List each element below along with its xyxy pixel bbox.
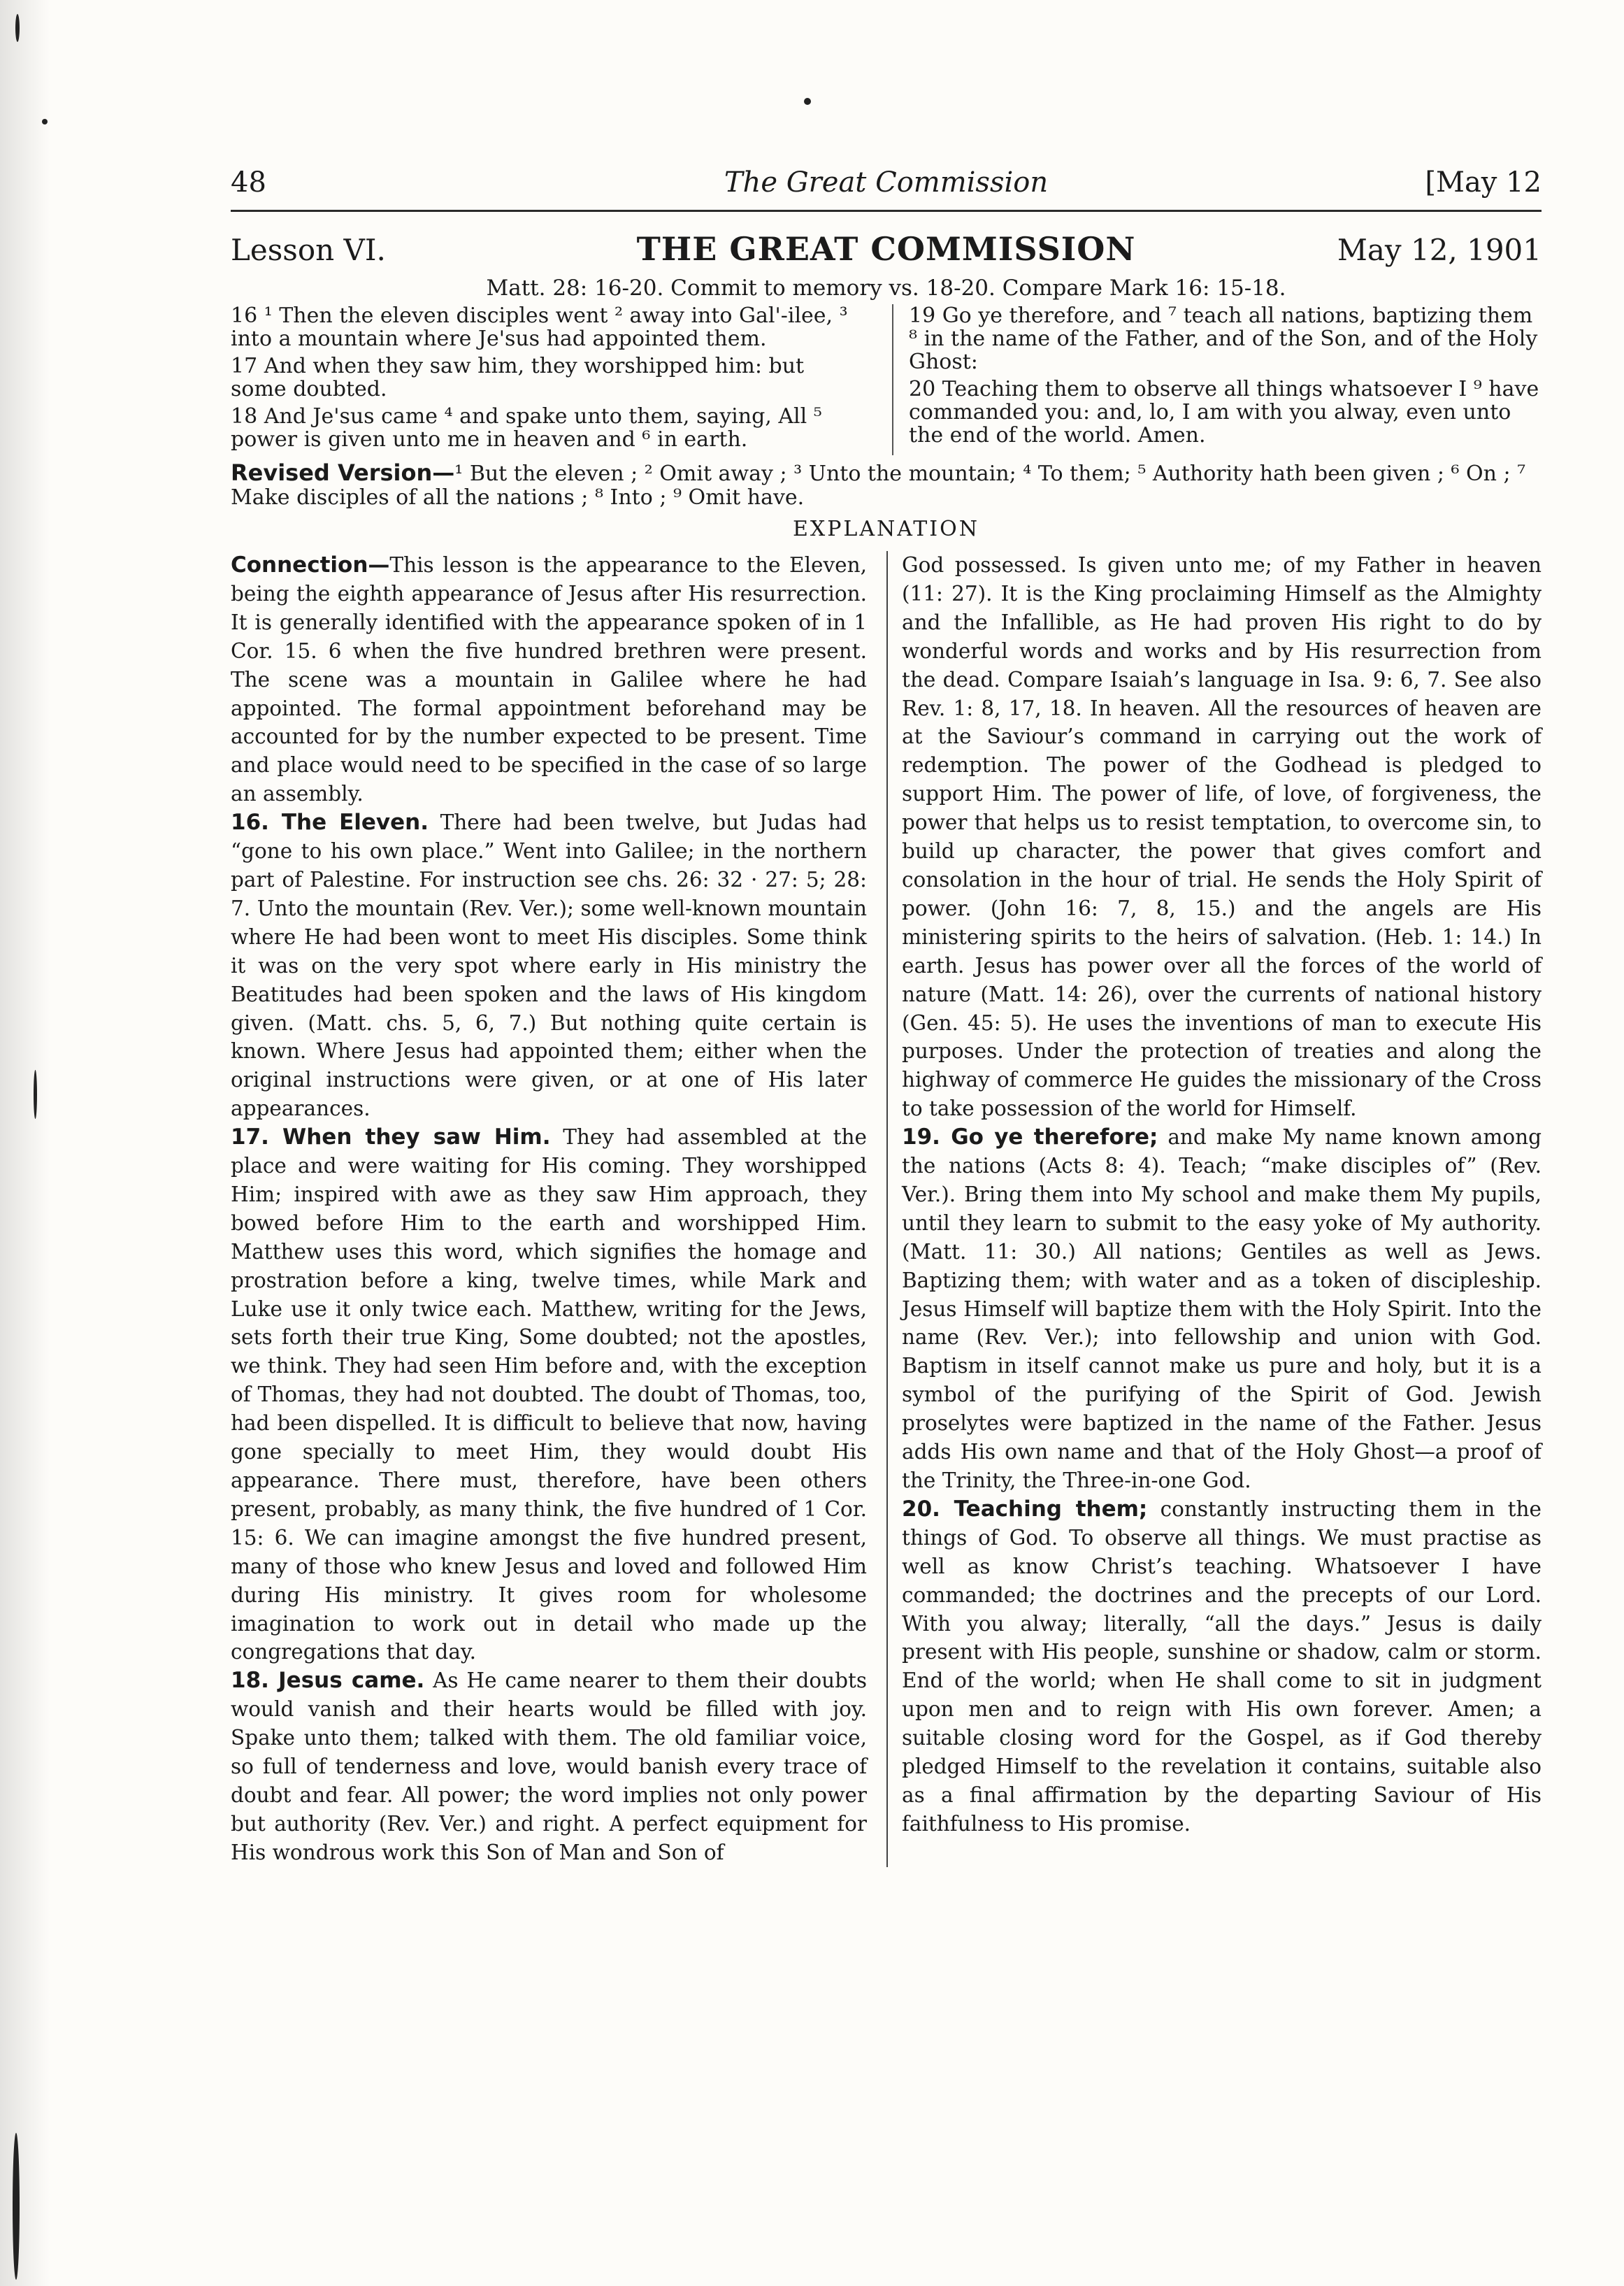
scan-speck [804, 98, 811, 105]
scan-speck [42, 119, 48, 124]
scan-speck [15, 14, 20, 42]
lesson-title: THE GREAT COMMISSION [636, 230, 1136, 268]
scan-edge-shadow [0, 0, 84, 2286]
paragraph [231, 1123, 867, 1666]
paragraph-text: constantly instructing them in the things of God. To observe all things. We must practise as well as know Christ’s teaching. Whatsoever I have commanded; the doctrines and the precepts of our Lord. With you alway; literally, “all the days.” Jesus is daily present with His people, sunshine or shadow, calm or storm. End of the world; when He shall come to sit in judgment upon men and to reign with His own forever. Amen; a suitable closing word for the Gospel, as if God thereby pledged Himself to the revelation it contains, suitable also as a final affirmation by the departing Saviour of His faithfulness to His promise. [902, 1496, 1542, 1836]
paragraph-heading: 17. When they saw Him. [231, 1124, 551, 1150]
scan-speck [13, 2133, 20, 2280]
paragraph [902, 1495, 1542, 1838]
lesson-number: Lesson VI. [231, 233, 386, 267]
revised-version-label: Revised Version— [231, 459, 455, 486]
running-head [231, 161, 1542, 212]
explanation-right-column [886, 551, 1542, 1867]
paragraph [231, 808, 867, 1123]
scripture-verses [231, 304, 1542, 455]
scan-speck [34, 1070, 37, 1119]
paragraph-heading: 18. Jesus came. [231, 1668, 425, 1694]
paragraph-heading: 19. Go ye therefore; [902, 1124, 1158, 1150]
scripture-reference: Matt. 28: 16-20. Commit to memory vs. 18-20. Compare Mark 16: 15-18. [486, 276, 1286, 301]
paragraph [231, 1666, 867, 1866]
verse: 18 And Je'sus came ⁴ and spake unto them, saying, All ⁵ power is given unto me in heaven and ⁶ in earth. [231, 404, 822, 452]
verse: 20 Teaching them to observe all things whatsoever I ⁹ have commanded you: and, lo, I am with you alway, even unto the end of the world. Amen. [909, 377, 1539, 448]
explanation-left-column [231, 551, 867, 1867]
paragraph-heading: Connection— [231, 552, 390, 578]
page [231, 154, 1542, 1867]
verse: 17 And when they saw him, they worshipped him: but some doubted. [231, 354, 805, 401]
running-title: The Great Commission [724, 166, 1049, 199]
paragraph-heading: 20. Teaching them; [902, 1496, 1148, 1522]
running-date: [May 12 [1425, 166, 1542, 199]
paragraph-text: This lesson is the appearance to the Eleven, being the eighth appearance of Jesus after His resurrection. It is generally identified with the appearance spoken of in 1 Cor. 15. 6 when the five hundred brethren were present. The scene was a mountain in Galilee where he had appointed. The formal appointment beforehand may be accounted for by the number expected to be present. Time and place would need to be specified in the case of so large an assembly. [231, 553, 867, 806]
lesson-header [231, 230, 1542, 275]
paragraph-text: God possessed. Is given unto me; of my Father in heaven (11: 27). It is the King proclaiming Himself as the Almighty and the Infallible, as He had proven His right to do by wonderful words and works and by His resurrection from the dead. Compare Isaiah’s language in Isa. 9: 6, 7. See also Rev. 1: 8, 17, 18. In heaven. All the resources of heaven are at the Saviour’s command in carrying out the work of redemption. The power of the Godhead is pledged to support Him. The power of life, of love, of forgiveness, the power that helps us to resist temptation, to overcome sin, to build up character, the power that gives comfort and consolation in the hour of trial. He sends the Holy Spirit of power. (John 16: 7, 8, 15.) and the angels are His ministering spirits to the heirs of salvation. (Heb. 1: 14.) In earth. Jesus has power over all the forces of the world of nature (Matt. 14: 26), over the currents of national history (Gen. 45: 5). He uses the inventions of man to execute His purposes. Under the protection of treaties and along the highway of commerce He guides the missionary of the Cross to take possession of the world for Himself. [902, 553, 1542, 1121]
paragraph [231, 551, 867, 808]
lesson-date: May 12, 1901 [1337, 233, 1542, 267]
paragraph-text: They had assembled at the place and were waiting for His coming. They worshipped Him; inspired with awe as they saw Him approach, they bowed before Him to the earth and worshipped Him. Matthew uses this word, which signifies the homage and prostration before a king, twelve times, while Mark and Luke use it only twice each. Matthew, writing for the Jews, sets forth their true King, Some doubted; not the apostles, we think. They had seen Him before and, with the exception of Thomas, they had not doubted. The doubt of Thomas, too, had been dispelled. It is difficult to believe that now, having gone specially to meet Him, they would doubt His appearance. There must, therefore, have been others present, probably, as many think, the five hundred of 1 Cor. 15: 6. We can imagine amongst the five hundred present, many of those who knew Jesus and loved and followed Him during His ministry. It gives room for wholesome imagination to work out in detail who made up the congregations that day. [231, 1125, 867, 1664]
paragraph [902, 551, 1542, 1123]
verse: 16 ¹ Then the eleven disciples went ² away into Gal'-ilee, ³ into a mountain where Je'sus had appointed them. [231, 303, 848, 351]
revised-version-text: ¹ But the eleven ; ² Omit away ; ³ Unto the mountain; ⁴ To them; ⁵ Authority hath been given ; ⁶ On ; ⁷ Make disciples of all the nations ; ⁸ Into ; ⁹ Omit have. [231, 462, 1526, 510]
paragraph-text: and make My name known among the nations (Acts 8: 4). Teach; “make disciples of” (Rev. Ver.). Bring them into My school and make them My pupils, until they learn to submit to the easy yoke of My authority. (Matt. 11: 30.) All nations; Gentiles as well as Jews. Baptizing them; with water and as a token of discipleship. Jesus Himself will baptize them with the Holy Spirit. Into the name (Rev. Ver.); into fellowship and union with God. Baptism in itself cannot make us pure and holy, but it is a symbol of the purifying of the Spirit of God. Jewish proselytes were baptized in the name of the Father. Jesus adds His own name and that of the Holy Ghost—a proof of the Trinity, the Three-in-one God. [902, 1125, 1542, 1492]
paragraph-text: There had been twelve, but Judas had “gone to his own place.” Went into Galilee; in the northern part of Palestine. For instruction see chs. 26: 32 · 27: 5; 28: 7. Unto the mountain (Rev. Ver.); some well-known mountain where He had been wont to meet His disciples. Some think it was on the very spot where early in His ministry the Beatitudes had been spoken and the laws of His kingdom given. (Matt. chs. 5, 6, 7.) But nothing quite certain is known. Where Jesus had appointed them; either when the original instructions were given, or at one of His later appearances. [231, 810, 868, 1121]
verse: 19 Go ye therefore, and ⁷ teach all nations, baptizing them ⁸ in the name of the Father, and of the Son, and of the Holy Ghost: [909, 303, 1538, 374]
explanation-heading: EXPLANATION [792, 517, 979, 541]
revised-version-notes [231, 461, 1542, 510]
paragraph-heading: 16. The Eleven. [231, 810, 429, 836]
verses-left-column [231, 304, 863, 455]
paragraph-text: As He came nearer to them their doubts would vanish and their hearts would be filled with joy. Spake unto them; talked with them. The old familiar voice, so full of tenderness and love, would banish every trace of doubt and fear. All power; the word implies not only power but authority (Rev. Ver.) and right. A perfect equipment for His wondrous work this Son of Man and Son of [231, 1669, 867, 1864]
paragraph [902, 1123, 1542, 1495]
page-number: 48 [231, 166, 266, 199]
verses-right-column [892, 304, 1542, 455]
explanation-body [231, 551, 1542, 1867]
